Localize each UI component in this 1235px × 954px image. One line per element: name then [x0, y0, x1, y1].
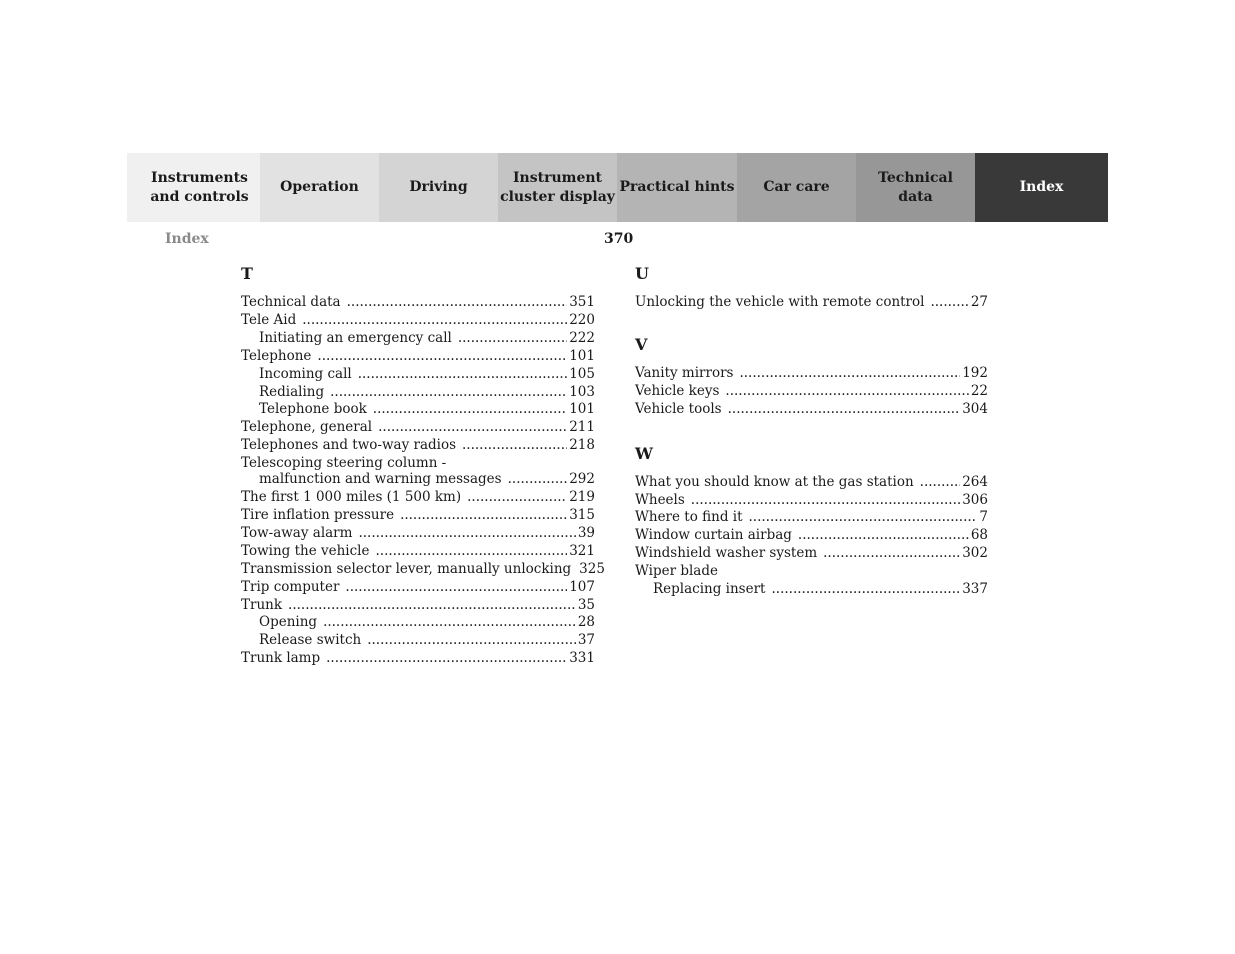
index-entry-multiline[interactable]: [241, 455, 595, 489]
tab-label-line2: cluster display: [500, 188, 615, 205]
tab-label-line2: and controls: [150, 188, 249, 205]
index-letter-heading: W: [635, 443, 653, 463]
tab-practical-hints[interactable]: [617, 153, 737, 222]
index-letter-heading: U: [635, 264, 649, 283]
index-column-right: [635, 263, 988, 621]
index-entry[interactable]: Vehicle tools ..... 304: [635, 401, 988, 419]
index-letter-heading: V: [635, 334, 648, 354]
index-entry-first-line: Telescoping steering column -: [241, 455, 447, 472]
index-entry[interactable]: Telephones and two-way radios ..... 218: [241, 437, 595, 455]
tab-car-care[interactable]: [737, 153, 856, 222]
tab-label: Driving: [409, 179, 468, 195]
index-subentry[interactable]: Opening ..... 28: [241, 614, 595, 632]
index-entry[interactable]: Trip computer ..... 107: [241, 579, 595, 597]
index-subentry[interactable]: Redialing ..... 103: [241, 384, 595, 402]
index-section-w: [635, 443, 988, 599]
index-letter-heading: T: [241, 264, 253, 283]
index-entry[interactable]: Where to find it ..... 7: [635, 509, 988, 527]
index-entry[interactable]: Tire inflation pressure ..... 315: [241, 507, 595, 525]
index-section-v: [635, 334, 988, 419]
index-entry[interactable]: Unlocking the vehicle with remote control ..... 27: [635, 294, 988, 312]
index-entry-heading[interactable]: Wiper blade: [635, 563, 718, 580]
index-entry[interactable]: Tele Aid ..... 220: [241, 312, 595, 330]
tab-label: Operation: [280, 179, 359, 195]
tab-label: Practical hints: [619, 179, 735, 195]
tab-label: Car care: [763, 179, 830, 195]
tab-label-line1: Instruments: [151, 169, 248, 186]
index-entry[interactable]: Trunk ..... 35: [241, 597, 595, 615]
index-entry[interactable]: Wheels ..... 306: [635, 492, 988, 510]
index-entry[interactable]: Vanity mirrors ..... 192: [635, 365, 988, 383]
index-entry[interactable]: Windshield washer system ..... 302: [635, 545, 988, 563]
index-subentry[interactable]: Replacing insert ..... 337: [635, 581, 988, 599]
section-title: Index: [165, 231, 209, 247]
index-section-u: [635, 263, 988, 312]
tab-driving[interactable]: [379, 153, 498, 222]
index-entry[interactable]: The first 1 000 miles (1 500 km) ..... 219: [241, 489, 595, 507]
index-entry-continuation: malfunction and warning messages ..... 292: [241, 471, 595, 489]
index-entry[interactable]: Transmission selector lever, manually unlocking 325: [241, 560, 605, 577]
tab-label: Index: [1019, 179, 1064, 195]
index-subentry[interactable]: Initiating an emergency call ..... 222: [241, 330, 595, 348]
chapter-tab-bar: [127, 153, 1108, 222]
index-entry[interactable]: Telephone, general ..... 211: [241, 419, 595, 437]
tab-operation[interactable]: [260, 153, 379, 222]
page-number: 370: [604, 231, 634, 247]
index-entry[interactable]: What you should know at the gas station ..... 264: [635, 474, 988, 492]
index-entry[interactable]: Technical data ..... 351: [241, 294, 595, 312]
tab-index[interactable]: [975, 153, 1108, 222]
index-entry[interactable]: Vehicle keys ..... 22: [635, 383, 988, 401]
index-subentry[interactable]: Release switch ..... 37: [241, 632, 595, 650]
tab-instrument-cluster-display[interactable]: [498, 153, 617, 222]
tab-technical-data[interactable]: [856, 153, 975, 222]
tab-instruments-and-controls[interactable]: [127, 153, 260, 222]
index-subentry[interactable]: Incoming call ..... 105: [241, 366, 595, 384]
index-entry[interactable]: Window curtain airbag ..... 68: [635, 527, 988, 545]
index-column-left: [241, 263, 605, 668]
index-entry[interactable]: Trunk lamp ..... 331: [241, 650, 595, 668]
tab-label-line1: Instrument: [513, 169, 602, 186]
tab-label-line1: Technical: [878, 169, 953, 186]
index-entry[interactable]: Tow-away alarm ..... 39: [241, 525, 595, 543]
index-subentry[interactable]: Telephone book ..... 101: [241, 401, 595, 419]
tab-label-line2: data: [898, 188, 933, 205]
index-entry[interactable]: Towing the vehicle ..... 321: [241, 543, 595, 561]
index-entry[interactable]: Telephone ..... 101: [241, 348, 595, 366]
